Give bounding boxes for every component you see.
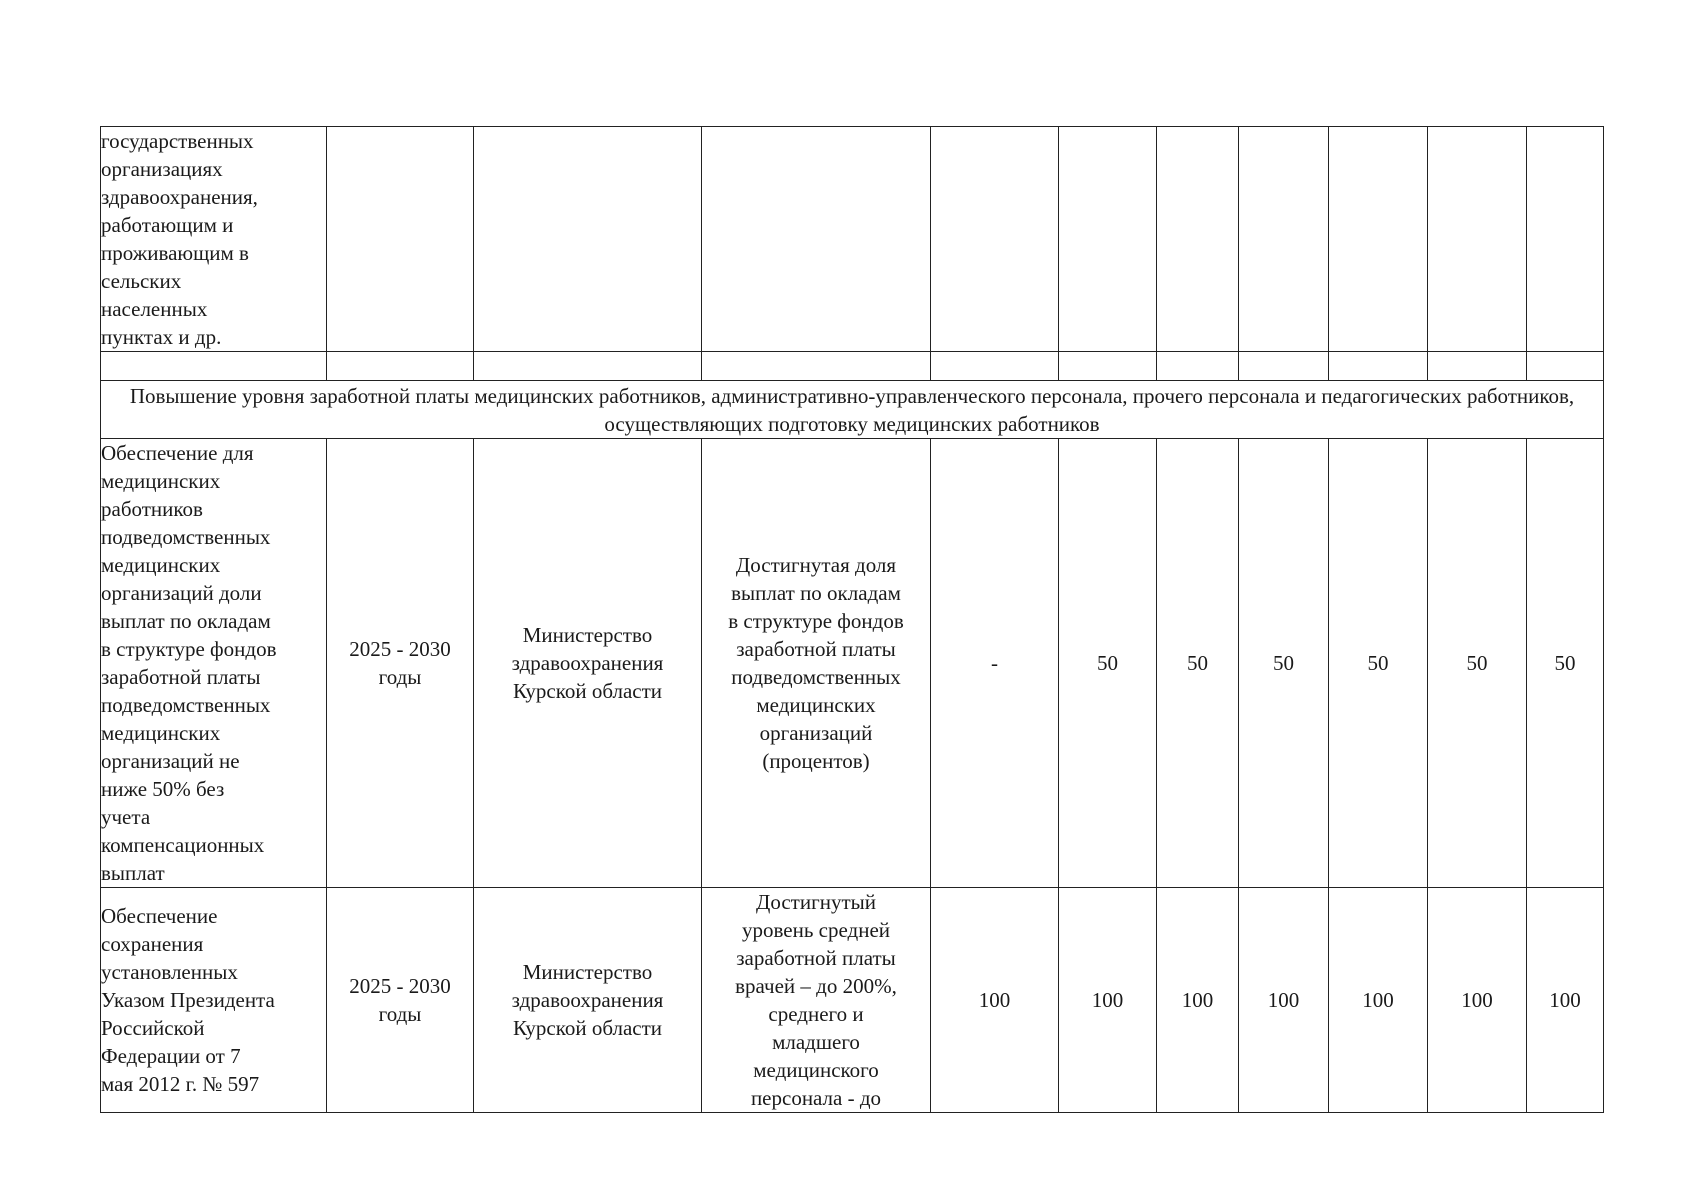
empty-cell xyxy=(1239,352,1329,381)
empty-cell xyxy=(1428,352,1527,381)
year-value-cell: 100 xyxy=(1059,888,1157,1113)
indicator-cell: Достигнутая доля выплат по окладам в структуре фондов заработной платы подведомственных медицинских организаций (процентов) xyxy=(702,439,931,888)
empty-cell xyxy=(702,352,931,381)
measure-description-cell: государственных организациях здравоохранения, работающим и проживающим в сельских населенных пунктах и др. xyxy=(101,127,327,352)
year-value-cell: 100 xyxy=(1239,888,1329,1113)
year-value-cell xyxy=(1329,127,1428,352)
table-row-continued xyxy=(101,127,1604,352)
period-cell: 2025 - 2030 годы xyxy=(327,888,474,1113)
year-value-cell: 50 xyxy=(1329,439,1428,888)
year-value-cell xyxy=(1527,127,1604,352)
table-row-empty xyxy=(101,352,1604,381)
empty-cell xyxy=(327,352,474,381)
base-value-cell: - xyxy=(931,439,1059,888)
measure-description-cell: Обеспечение для медицинских работников подведомственных медицинских организаций доли выплат по окладам в структуре фондов заработной платы подведомственных медицинских организаций не ниже 50% без учета компенсационных выплат xyxy=(101,439,327,888)
responsible-cell: Министерство здравоохранения Курской области xyxy=(474,439,702,888)
responsible-cell: Министерство здравоохранения Курской области xyxy=(474,888,702,1113)
table-row xyxy=(101,888,1604,1113)
year-value-cell: 100 xyxy=(1157,888,1239,1113)
measures-table xyxy=(100,126,1604,1113)
empty-cell xyxy=(474,352,702,381)
year-value-cell: 50 xyxy=(1527,439,1604,888)
measure-description-cell: Обеспечение сохранения установленных Указом Президента Российской Федерации от 7 мая 2012 г. № 597 xyxy=(101,888,327,1113)
responsible-cell xyxy=(474,127,702,352)
empty-cell xyxy=(1157,352,1239,381)
indicator-cell: Достигнутый уровень средней заработной платы врачей – до 200%, среднего и младшего медицинского персонала - до xyxy=(702,888,931,1113)
base-value-cell: 100 xyxy=(931,888,1059,1113)
year-value-cell: 50 xyxy=(1428,439,1527,888)
table-row xyxy=(101,439,1604,888)
year-value-cell xyxy=(1239,127,1329,352)
year-value-cell: 50 xyxy=(1239,439,1329,888)
empty-cell xyxy=(101,352,327,381)
empty-cell xyxy=(1329,352,1428,381)
year-value-cell xyxy=(1059,127,1157,352)
table-section-header-row xyxy=(101,381,1604,439)
year-value-cell: 50 xyxy=(1157,439,1239,888)
section-header: Повышение уровня заработной платы медицинских работников, административно-управленческого персонала, прочего персонала и педагогических работников, осуществляющих подготовку медицинских работников xyxy=(101,381,1604,439)
indicator-cell xyxy=(702,127,931,352)
year-value-cell: 50 xyxy=(1059,439,1157,888)
period-cell: 2025 - 2030 годы xyxy=(327,439,474,888)
empty-cell xyxy=(1059,352,1157,381)
empty-cell xyxy=(931,352,1059,381)
base-value-cell xyxy=(931,127,1059,352)
year-value-cell xyxy=(1428,127,1527,352)
year-value-cell: 100 xyxy=(1527,888,1604,1113)
year-value-cell: 100 xyxy=(1428,888,1527,1113)
year-value-cell xyxy=(1157,127,1239,352)
year-value-cell: 100 xyxy=(1329,888,1428,1113)
period-cell xyxy=(327,127,474,352)
empty-cell xyxy=(1527,352,1604,381)
